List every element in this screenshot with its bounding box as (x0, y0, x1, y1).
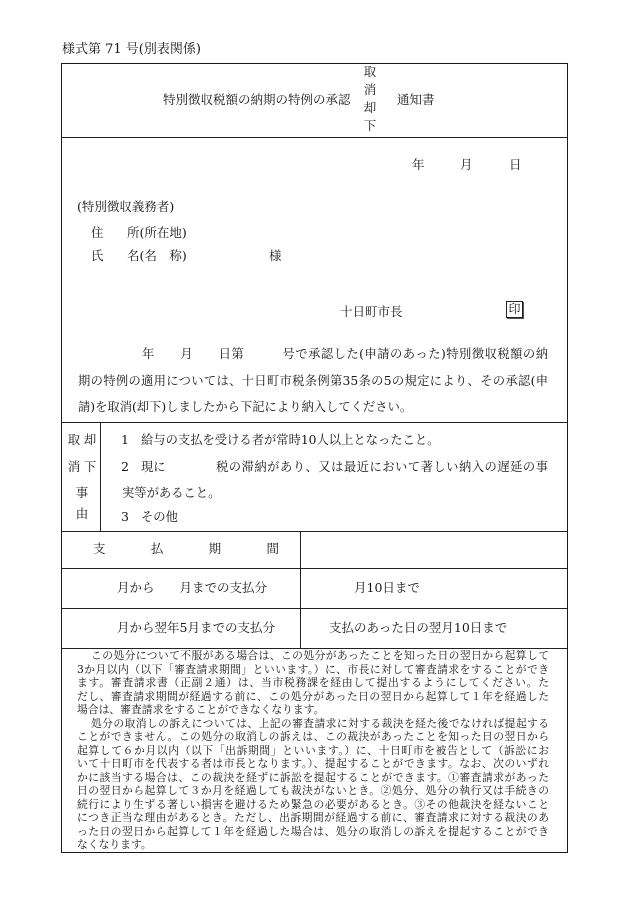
notes-line: った日の翌日から起算して１年を経過した場合は、処分の取消しの訴えを提起することができ (77, 824, 549, 838)
honorific: 様 (269, 248, 282, 263)
name-label-tail: 名(名 称) (127, 248, 187, 263)
form-number: 様式第 71 号(別表関係) (62, 42, 201, 57)
rule-reason-label-divider (100, 422, 101, 531)
body-text-line: 期の特例の適用については、十日町市税条例第35条の5の規定により、その承認(申 (78, 373, 548, 388)
notes-line: だし、審査請求期間が経過する前に、この処分があった日の翌日から起算して１年を経過した (77, 689, 549, 703)
payment-table-header: 支 払 期 間 (93, 541, 279, 556)
notice-title: 特別徴収税額の納期の特例の承認 (163, 92, 351, 107)
title-suffix: 通知書 (397, 92, 435, 107)
notes-line: なくなります。 (77, 838, 152, 851)
address-label-head: 住 (91, 225, 104, 240)
reason-item-number: 2 (121, 459, 129, 474)
notes-line: 日の翌日から起算して３か月を経過しても裁決がないとき。②処分、処分の執行又は手続きの (77, 784, 549, 797)
title-option-reject: 却下 (363, 100, 377, 133)
notes-line: 3か月以内（以下「審査請求期間」といいます。）に、市長に対して審査請求をすることができ (77, 662, 549, 676)
date-day: 日 (509, 157, 522, 172)
reason-item-number: 3 (121, 509, 129, 524)
address-label-tail: 所(所在地) (127, 225, 187, 240)
payment-row-due: 支払のあった日の翌月10日まで (329, 620, 508, 635)
reason-label-word: 事由 (75, 485, 89, 521)
notes-line: ます。審査請求書（正副２通）は、当市税務課を経由して提出するようにしてください。た (77, 676, 549, 689)
reason-label-cancel: 取消 (67, 432, 81, 474)
notes-line: 場合は、審査請求をすることができなくなります。 (77, 703, 325, 716)
reason-item-text: 給与の支払を受ける者が常時10人以上となったこと。 (141, 433, 440, 447)
notes-line: ことができません。この処分の取消しの訴えは、この裁決があったことを知った日の翌日から (77, 730, 549, 743)
reason-item-continuation: 実等があること。 (122, 486, 221, 500)
notes-line: 続行により生ずる著しい損害を避けるため緊急の必要があるとき。③その他裁決を経ないこと (77, 797, 549, 811)
rule-body-bottom (61, 422, 568, 423)
rule-table-column-divider (300, 531, 301, 648)
reason-item-number: 1 (121, 432, 129, 447)
appeal-notes (77, 649, 549, 852)
payment-row-period: 月から翌年5月までの支払分 (117, 620, 275, 635)
issuer-title: 十日町市長 (340, 304, 403, 319)
rule-table-header-bottom (61, 568, 568, 569)
reason-item-text-after-blank: 税の滞納があり、又は最近において著しい納入の遅延の事 (216, 460, 548, 474)
rule-table-row-bottom (61, 608, 568, 609)
payment-row-period: 月から 月までの支払分 (117, 580, 268, 595)
title-option-cancel: 取消 (363, 64, 377, 97)
name-label-head: 氏 (91, 248, 104, 263)
rule-title-bottom (61, 137, 568, 138)
notes-line: につき正当な理由があるとき。ただし、出訴期間が経過する前に、審査請求に対する裁決のあ (77, 811, 549, 824)
date-month: 月 (460, 157, 473, 172)
reason-item-text: 現に (141, 460, 166, 474)
reason-label-reject: 却下 (83, 432, 97, 474)
reason-item-text: その他 (141, 510, 178, 524)
seal-mark: 印 (506, 301, 523, 318)
payment-row-due: 月10日まで (354, 580, 420, 595)
notes-line: いて十日町市を代表する者は市長となります。）、提起することができます。なお、次のいずれ (77, 757, 549, 770)
notes-line: 処分の取消しの訴えについては、上記の審査請求に対する裁決を経た後でなければ提起する (91, 716, 549, 730)
notes-line: この処分について不服がある場合は、この処分があったことを知った日の翌日から起算して (91, 649, 549, 662)
rule-reason-bottom (61, 531, 568, 532)
notes-line: かに該当する場合は、この裁決を経ずに訴訟を提起することができます。①審査請求があった (77, 770, 549, 784)
body-text-line: 請)を取消(却下)しましたから下記により納入してください。 (78, 400, 413, 414)
notes-line: 起算して６か月以内（以下「出訴期間」といいます。）に、十日町市を被告として（訴訟にお (77, 743, 549, 757)
date-year: 年 (412, 157, 425, 172)
body-text-line: 年 月 日第 号で承認した(申請のあった)特別徴収税額の納 (142, 347, 548, 361)
recipient-heading: (特別徴収義務者) (77, 199, 175, 214)
